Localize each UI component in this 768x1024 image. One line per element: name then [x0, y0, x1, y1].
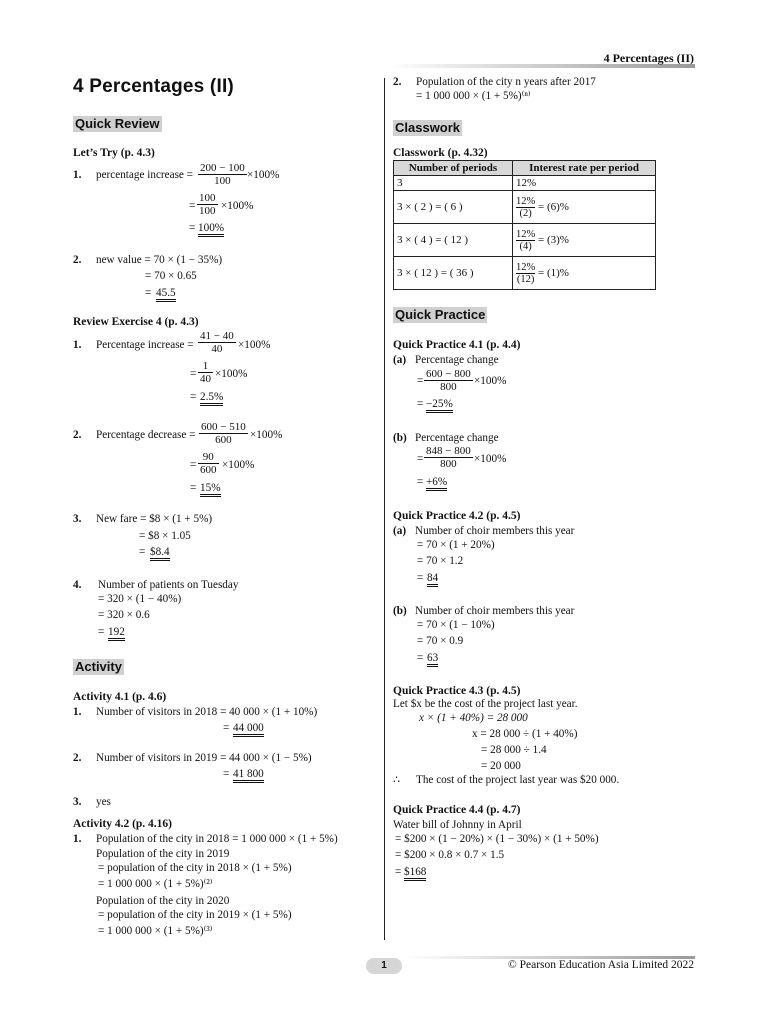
answer: 41 800 [233, 768, 264, 781]
equals-sign: = [139, 546, 146, 558]
copyright: © Pearson Education Asia Limited 2022 [508, 959, 694, 971]
answer: 192 [108, 626, 125, 639]
answer: $8.4 [150, 546, 170, 559]
table-cell: 3 × ( 4 ) = ( 12 ) [394, 224, 513, 257]
answer: 15% [200, 482, 221, 495]
equals-sign: = [417, 375, 424, 387]
equation-text: Percentage change [415, 354, 499, 366]
table-cell: $\frac{12\%}{(2)} = (6)\%$ [513, 191, 656, 224]
equals-sign: = [145, 287, 152, 299]
question-number: 3. [73, 796, 82, 808]
equation-text: = 1 000 000 × (1 + 5%)⁽³⁾ [98, 925, 213, 937]
equation-text: Number of visitors in 2018 = 40 000 × (1 + 10%) [96, 706, 318, 718]
table-header-row [394, 161, 656, 176]
equals-sign: = [417, 476, 424, 488]
answer: 45.5 [156, 287, 176, 300]
equation-text: ×100% [222, 459, 255, 471]
equation-text: Percentage decrease = [96, 429, 196, 441]
part-label: (a) [393, 354, 407, 366]
equation-text: ×100% [474, 375, 507, 387]
part-label: (b) [393, 605, 407, 617]
equation-text: = population of the city in 2018 × (1 + 5%) [98, 862, 292, 874]
equals-sign: = [417, 652, 424, 664]
equation-text: new value = 70 × (1 − 35%) [96, 254, 223, 266]
equation-text: = 320 × (1 − 40%) [98, 593, 182, 605]
equation-text: = $200 × (1 − 20%) × (1 − 30%) × (1 + 50%) [395, 833, 599, 845]
question-number: 2. [73, 429, 82, 441]
question-number: 4. [73, 579, 82, 591]
fraction: $\frac{12\%}{(4)}$ [516, 228, 536, 252]
equation-text: = 70 × 0.65 [145, 270, 197, 282]
equation-text: ×100% [250, 429, 283, 441]
answer: 2.5% [200, 391, 223, 404]
equation-text: Number of choir members this year [415, 525, 575, 537]
classwork-table [393, 160, 656, 290]
qp41-heading: Quick Practice 4.1 (p. 4.4) [393, 339, 521, 351]
lets-try-heading: Let’s Try (p. 4.3) [73, 147, 155, 159]
fraction: $\frac{600 - 510}{600}$ [201, 421, 246, 446]
table-cell: 3 × ( 2 ) = ( 6 ) [394, 191, 513, 224]
fraction: $\frac{41 - 40}{40}$ [200, 330, 234, 355]
column-divider [384, 78, 385, 940]
equation-text: ×100% [474, 453, 507, 465]
equation-text: Number of visitors in 2019 = 44 000 × (1 − 5%) [96, 752, 312, 764]
equation-text: Number of choir members this year [415, 605, 575, 617]
question-number: 3. [73, 513, 82, 525]
answer: 63 [427, 652, 438, 665]
equals-sign: = [417, 453, 424, 465]
section-quick-review: Quick Review [75, 116, 160, 131]
equals-sign: = [98, 626, 105, 638]
question-number: 2. [393, 76, 402, 88]
running-header: 4 Percentages (II) [603, 51, 694, 65]
answer: +6% [426, 476, 447, 489]
equals-sign: = [189, 222, 196, 234]
fraction: $\frac{200 - 100}{100}$ [200, 162, 245, 187]
qp42-heading: Quick Practice 4.2 (p. 4.5) [393, 510, 521, 522]
table-cell: $\frac{12\%}{(4)} = (3)\%$ [513, 224, 656, 257]
qp43-heading: Quick Practice 4.3 (p. 4.5) [393, 685, 521, 697]
equals-sign: = [190, 368, 197, 380]
equation-text: Let $x be the cost of the project last year. [393, 698, 578, 710]
equation-text: = 70 × 0.9 [417, 635, 464, 647]
activity-42-heading: Activity 4.2 (p. 4.16) [73, 818, 173, 830]
equation-text: Population of the city in 2018 = 1 000 000 × (1 + 5%) [96, 833, 338, 845]
table-row [394, 224, 656, 257]
equals-sign: = [395, 866, 402, 878]
question-number: 2. [73, 254, 82, 266]
table-row [394, 257, 656, 290]
table-cell: $\frac{12\%}{(12)} = (1)\%$ [513, 257, 656, 290]
table-cell: 12% [513, 176, 656, 191]
review-exercise-heading: Review Exercise 4 (p. 4.3) [73, 316, 199, 328]
equation-text: Number of patients on Tuesday [98, 579, 239, 591]
answer: $168 [404, 866, 426, 879]
table-cell: 3 [394, 176, 513, 191]
equation-text: x × (1 + 40%) = 28 000 [419, 712, 528, 724]
equation-text: = population of the city in 2019 × (1 + 5%) [98, 909, 292, 921]
equation-text: Population of the city n years after 2017 [416, 76, 596, 88]
table-row [394, 176, 656, 191]
equation-text: Population of the city in 2020 [96, 895, 230, 907]
table-row [394, 191, 656, 224]
equals-sign: = [417, 572, 424, 584]
equation-text: x = 28 000 ÷ (1 + 40%) [472, 728, 578, 740]
equals-sign: = [189, 200, 196, 212]
part-label: (b) [393, 432, 407, 444]
equation-text: = 20 000 [481, 760, 521, 772]
table-cell: 3 × ( 12 ) = ( 36 ) [394, 257, 513, 290]
equals-sign: = [190, 482, 197, 494]
equation-text: = 70 × 1.2 [417, 555, 464, 567]
equation-text: percentage increase = [96, 169, 193, 181]
fraction: $\frac{100}{100}$ [199, 192, 216, 217]
equation-text: Water bill of Johnny in April [393, 819, 522, 831]
equation-text: ×100% [247, 169, 280, 181]
column-header: Interest rate per period [513, 161, 656, 176]
question-number: 2. [73, 752, 82, 764]
equation-text: Percentage change [415, 432, 499, 444]
qp44-heading: Quick Practice 4.4 (p. 4.7) [393, 804, 521, 816]
equation-text: = 1 000 000 × (1 + 5%)⁽ⁿ⁾ [416, 90, 531, 102]
equation-text: = 28 000 ÷ 1.4 [481, 744, 547, 756]
fraction: $\frac{1}{40}$ [200, 360, 211, 385]
equation-text: = 320 × 0.6 [98, 609, 150, 621]
equation-text: = 70 × (1 − 10%) [417, 619, 495, 631]
answer: 44 000 [233, 722, 264, 735]
equals-sign: = [223, 722, 230, 734]
question-number: 1. [73, 833, 82, 845]
question-number: 1. [73, 169, 82, 181]
fraction: $\frac{12\%}{(12)}$ [516, 261, 536, 285]
equation-text: = $8 × 1.05 [139, 530, 191, 542]
equation-text: = 1 000 000 × (1 + 5%)⁽²⁾ [98, 878, 213, 890]
answer-text: yes [96, 796, 111, 808]
classwork-heading: Classwork (p. 4.32) [393, 147, 488, 159]
section-activity: Activity [75, 659, 122, 674]
equals-sign: = [223, 768, 230, 780]
equation-text: = $200 × 0.8 × 0.7 × 1.5 [395, 849, 505, 861]
equation-text: New fare = $8 × (1 + 5%) [96, 513, 213, 525]
therefore-symbol: ∴ [393, 774, 401, 786]
answer: 100% [198, 222, 224, 235]
answer: 84 [427, 572, 438, 585]
fraction: $\frac{600 - 800}{800}$ [426, 368, 471, 393]
equation-text: Population of the city in 2019 [96, 848, 230, 860]
conclusion-text: The cost of the project last year was $20 000. [416, 774, 620, 786]
question-number: 1. [73, 706, 82, 718]
equation-text: ×100% [221, 200, 254, 212]
fraction: $\frac{848 - 800}{800}$ [426, 445, 471, 470]
question-number: 1. [73, 339, 82, 351]
section-classwork: Classwork [395, 120, 461, 135]
equation-text: Percentage increase = [96, 339, 194, 351]
column-header: Number of periods [394, 161, 513, 176]
fraction: $\frac{12\%}{(2)}$ [516, 195, 536, 219]
equation-text: = 70 × (1 + 20%) [417, 539, 495, 551]
equation-text: ×100% [238, 339, 271, 351]
answer: −25% [426, 398, 453, 411]
page-number: 1 [366, 958, 402, 974]
equals-sign: = [190, 391, 197, 403]
fraction: $\frac{90}{600}$ [200, 451, 217, 476]
activity-41-heading: Activity 4.1 (p. 4.6) [73, 691, 167, 703]
part-label: (a) [393, 525, 407, 537]
equals-sign: = [190, 459, 197, 471]
chapter-title: 4 Percentages (II) [73, 76, 234, 97]
equals-sign: = [417, 398, 424, 410]
equation-text: ×100% [215, 368, 248, 380]
section-quick-practice: Quick Practice [395, 307, 486, 322]
